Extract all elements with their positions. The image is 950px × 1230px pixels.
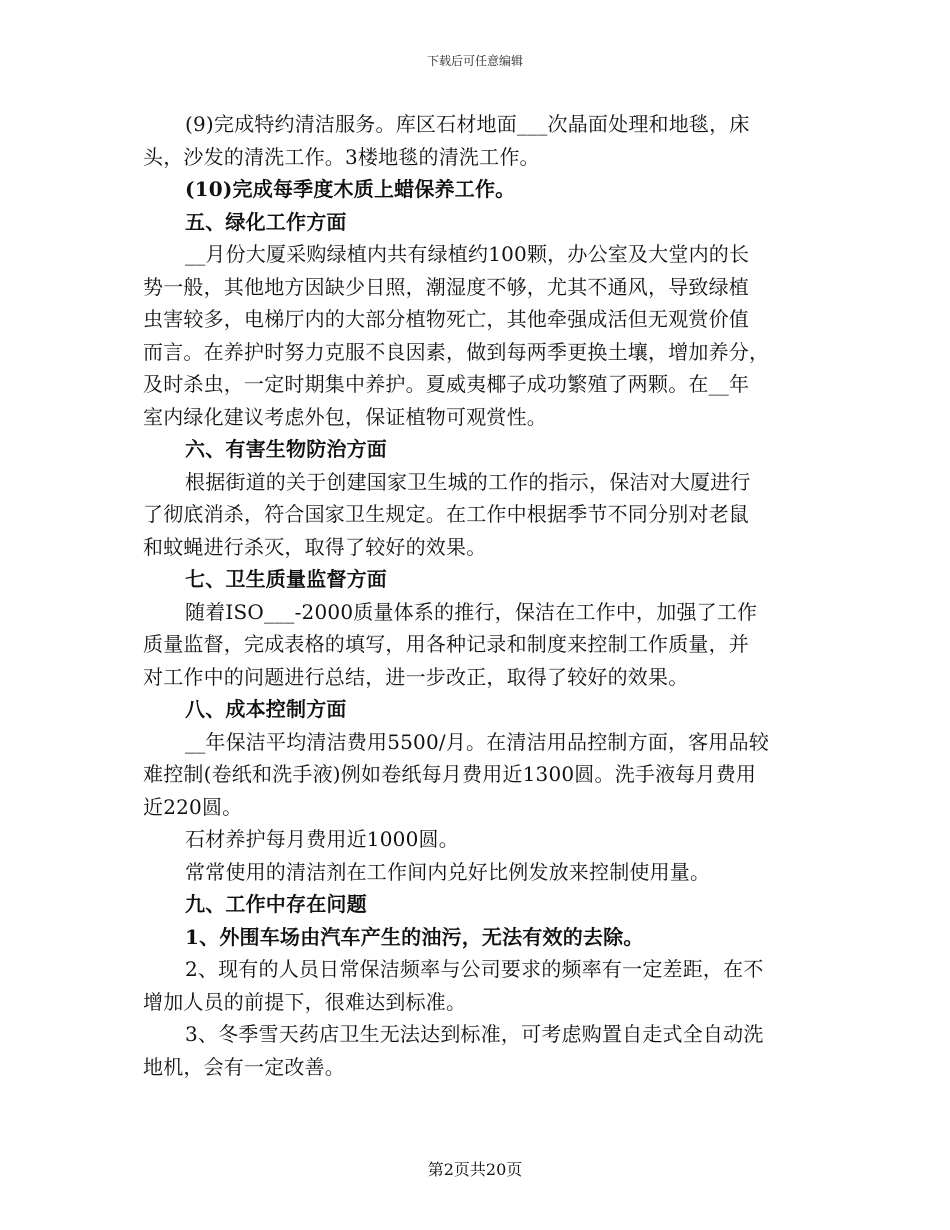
paragraph-line: (9)完成特约清洁服务。库区石材地面___次晶面处理和地毯，床 (185, 112, 750, 136)
paragraph-line: 2、现有的人员日常保洁频率与公司要求的频率有一定差距，在不 (185, 957, 764, 981)
paragraph-line: 3、冬季雪天药店卫生无法达到标准，可考虑购置自走式全自动洗 (185, 1022, 764, 1046)
paragraph-line: 根据街道的关于创建国家卫生城的工作的指示，保洁对大厦进行 (185, 469, 751, 494)
paragraph-line: 地机，会有一定改善。 (143, 1054, 345, 1079)
paragraph-line: __年保洁平均清洁费用5500/月。在清洁用品控制方面，客用品较 (185, 729, 770, 754)
paragraph-line: 质量监督，完成表格的填写，用各种记录和制度来控制工作质量，并 (143, 632, 749, 656)
section-heading-line: 九、工作中存在问题 (185, 892, 367, 916)
paragraph-line: 常常使用的清洁剂在工作间内兑好比例发放来控制使用量。 (185, 859, 711, 884)
section-heading-line: 1、外围车场由汽车产生的油污，无法有效的去除。 (185, 924, 644, 949)
paragraph-line: 势一般，其他地方因缺少日照，潮湿度不够，尤其不通风，导致绿植 (143, 274, 749, 299)
paragraph-line: 室内绿化建议考虑外包，保证植物可观赏性。 (143, 404, 547, 429)
paragraph-line: 随着ISO___-2000质量体系的推行，保洁在工作中，加强了工作 (185, 599, 758, 624)
page-header: 下载后可任意编辑 (426, 54, 523, 68)
paragraph-line: 难控制(卷纸和洗手液)例如卷纸每月费用近1300圆。洗手液每月费用 (143, 762, 757, 786)
paragraph-line: 近220圆。 (143, 794, 243, 819)
section-heading-line: 六、有害生物防治方面 (185, 437, 387, 461)
paragraph-line: 虫害较多，电梯厅内的大部分植物死亡，其他牵强成活但无观赏价值 (143, 307, 749, 331)
section-heading-line: 七、卫生质量监督方面 (185, 567, 387, 591)
paragraph-line: 增加人员的前提下，很难达到标准。 (143, 989, 467, 1014)
paragraph-line: 而言。在养护时努力克服不良因素，做到每两季更换土壤，增加养分， (143, 339, 770, 364)
paragraph-line: __月份大厦采购绿植内共有绿植约100颗，办公室及大堂内的长 (185, 242, 750, 266)
document-body (143, 108, 813, 1083)
section-heading-line: 八、成本控制方面 (185, 697, 347, 721)
paragraph-line: 头，沙发的清洗工作。3楼地毯的清洗工作。 (143, 144, 540, 169)
paragraph-line: 对工作中的问题进行总结，进一步改正，取得了较好的效果。 (143, 664, 689, 689)
paragraph-line: 了彻底消杀，符合国家卫生规定。在工作中根据季节不同分别对老鼠 (143, 502, 749, 526)
page-footer: 第2页共20页 (427, 1160, 523, 1179)
section-heading-line: (10)完成每季度木质上蜡保养工作。 (185, 177, 516, 201)
paragraph-line: 及时杀虫，一定时期集中养护。夏威夷椰子成功繁殖了两颗。在__年 (143, 372, 750, 396)
paragraph-line: 石材养护每月费用近1000圆。 (185, 827, 459, 851)
paragraph-line: 和蚊蝇进行杀灭，取得了较好的效果。 (143, 534, 487, 559)
section-heading-line: 五、绿化工作方面 (185, 209, 347, 234)
